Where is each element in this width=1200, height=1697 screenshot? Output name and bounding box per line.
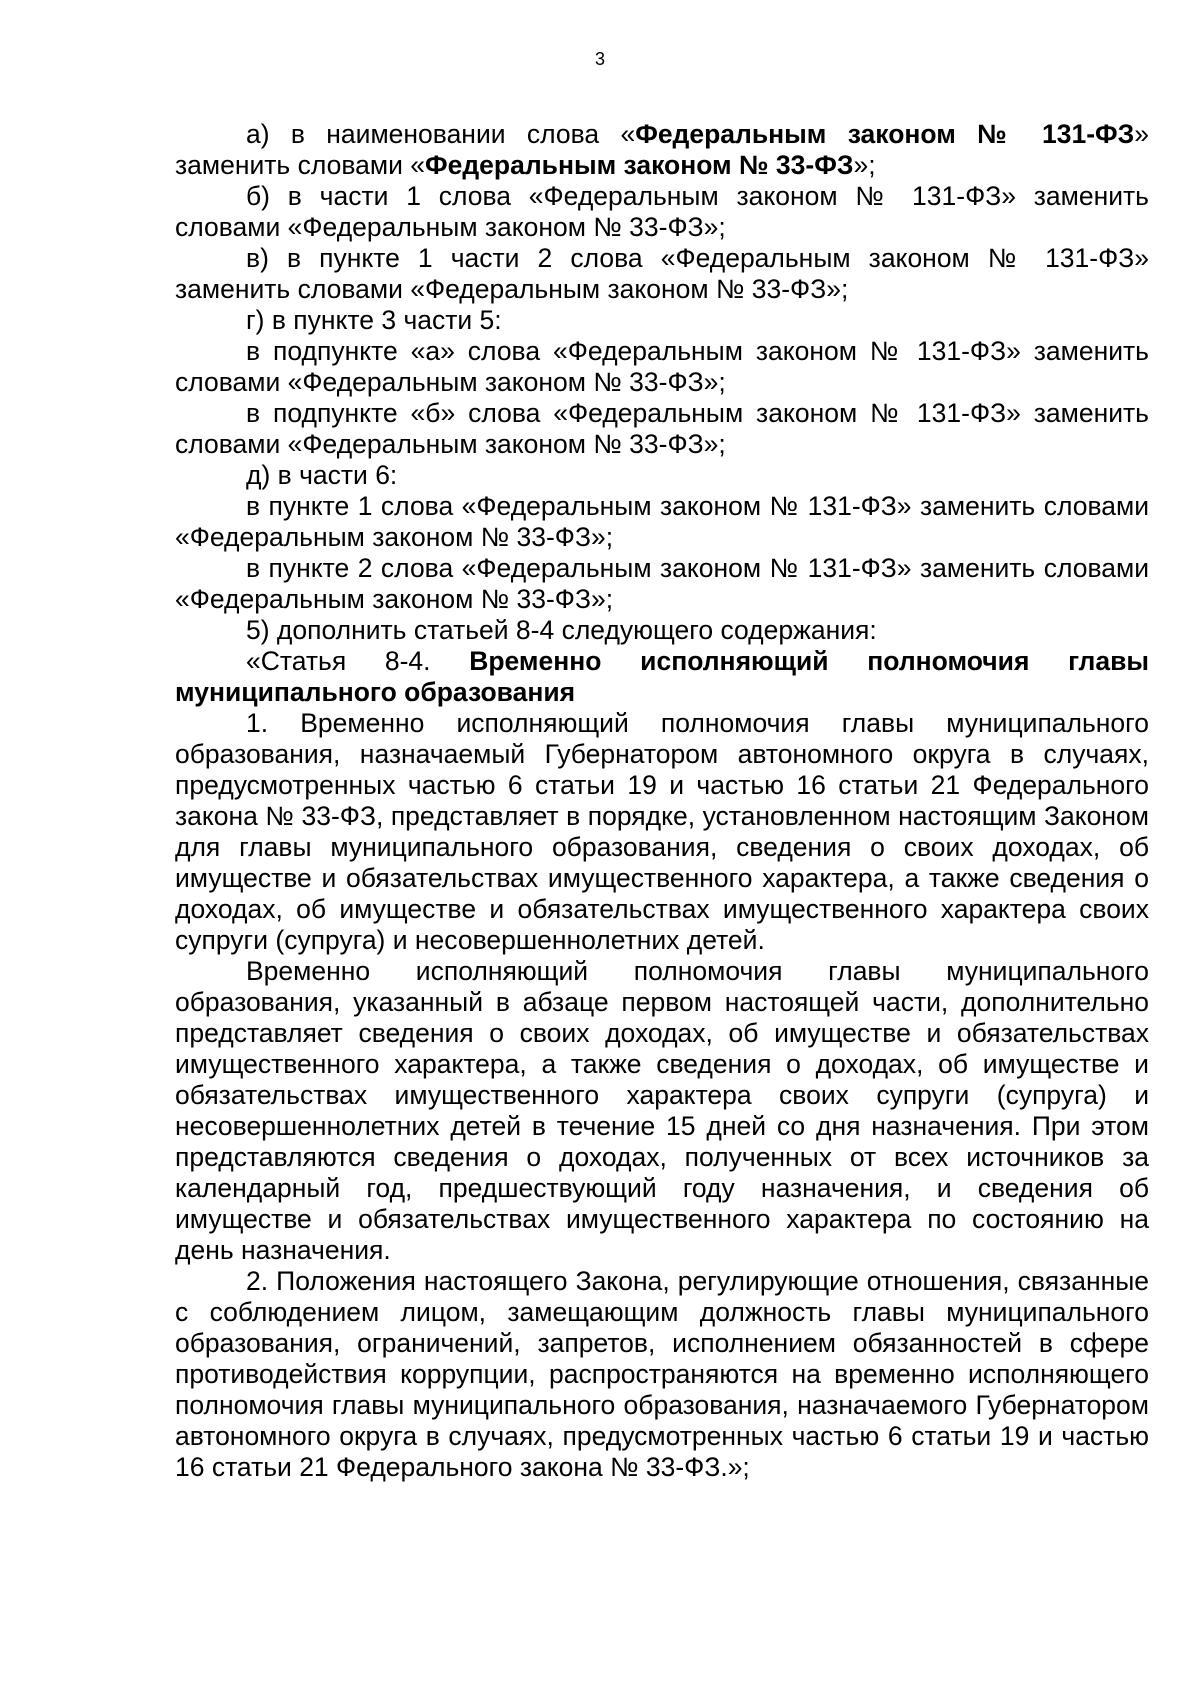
item-a-bold-2: Федеральным законом № 33-ФЗ: [424, 150, 854, 180]
article-part-1-paragraph-1: 1. Временно исполняющий полномочия главы муниципального образования, назначаемый Губернатором автономного округа в случаях, предусмотренных частью 6 статьи 19 и частью 16 статьи 21 Федерального закона № 33-ФЗ, представляет в порядке, установленном настоящим Законом для главы муниципального образования, сведения о своих доходах, об имуществе и обязательствах имущественного характера, а также сведения о доходах, об имуществе и обязательствах имущественного характера своих супруги (супруга) и несовершеннолетних детей.: [175, 708, 1149, 955]
paragraph-item-5: 5) дополнить статьей 8-4 следующего содержания:: [246, 615, 877, 645]
page-number: 3: [594, 49, 605, 69]
article-part-1-paragraph-2: Временно исполняющий полномочия главы муниципального образования, указанный в абзаце первом настоящей части, дополнительно представляет сведения о своих доходах, об имуществе и обязательствах имущественного характера, а также сведения о доходах, об имуществе и обязательствах имущественного характера своих супруги (супруга) и несовершеннолетних детей в течение 15 дней со дня назначения. При этом представляются сведения о доходах, полученных от всех источников за календарный год, предшествующий году назначения, и сведения об имуществе и обязательствах имущественного характера по состоянию на день назначения.: [175, 956, 1149, 1265]
item-a-text-1: а) в наименовании слова «: [246, 119, 636, 149]
paragraph-item-g-sub-a: в подпункте «а» слова «Федеральным законом № 131-ФЗ» заменить словами «Федеральным законом № 33-ФЗ»;: [175, 336, 1149, 397]
item-a-text-3: »;: [853, 150, 876, 180]
article-title: Временно исполняющий полномочия главы муниципального образования: [175, 646, 1149, 707]
paragraph-item-d: д) в части 6:: [246, 460, 398, 490]
paragraph-item-g-sub-b: в подпункте «б» слова «Федеральным законом № 131-ФЗ» заменить словами «Федеральным законом № 33-ФЗ»;: [175, 398, 1149, 459]
article-number: «Статья 8-4.: [246, 646, 470, 676]
paragraph-item-g: г) в пункте 3 части 5:: [246, 305, 502, 335]
article-heading: [175, 646, 1149, 708]
paragraph-item-b: б) в части 1 слова «Федеральным законом № 131-ФЗ» заменить словами «Федеральным законом № 33-ФЗ»;: [175, 181, 1149, 242]
article-part-2: 2. Положения настоящего Закона, регулирующие отношения, связанные с соблюдением лицом, замещающим должность главы муниципального образования, ограничений, запретов, исполнением обязанностей в сфере противодействия коррупции, распространяются на временно исполняющего полномочия главы муниципального образования, назначаемого Губернатором автономного округа в случаях, предусмотренных частью 6 статьи 19 и частью 16 статьи 21 Федерального закона № 33-ФЗ.»;: [175, 1266, 1149, 1482]
paragraph-item-d-point-1: в пункте 1 слова «Федеральным законом № 131-ФЗ» заменить словами «Федеральным законом № 33-ФЗ»;: [175, 491, 1149, 552]
paragraph-item-v: в) в пункте 1 части 2 слова «Федеральным законом № 131-ФЗ» заменить словами «Федеральным законом № 33-ФЗ»;: [175, 243, 1149, 304]
paragraph-item-a: [175, 119, 1149, 181]
paragraph-item-d-point-2: в пункте 2 слова «Федеральным законом № 131-ФЗ» заменить словами «Федеральным законом № 33-ФЗ»;: [175, 553, 1149, 614]
item-a-text-2: » заменить словами «: [175, 119, 1149, 180]
item-a-bold-1: Федеральным законом № 131-ФЗ: [635, 119, 1135, 149]
document-body: [175, 119, 1149, 1483]
